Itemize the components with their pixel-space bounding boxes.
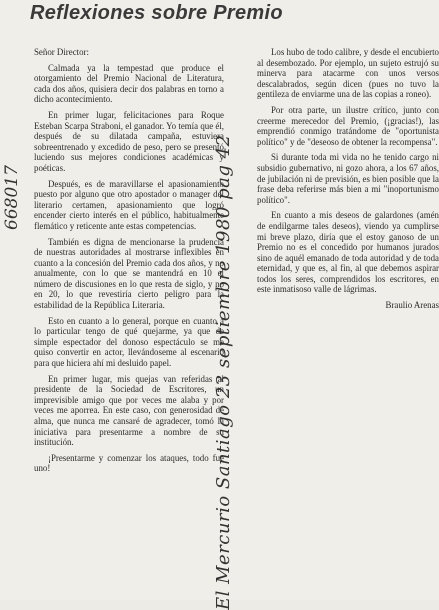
paragraph: Si durante toda mi vida no he tenido cargo ni subsidio gubernativo, ni gozo ahora, a los 67 años, de jubilación ni de previsión, es bien posible que la frase deba referirse más bien a mi "inoportunismo político". xyxy=(257,152,439,205)
signature: Braulio Arenas xyxy=(385,300,439,311)
paragraph: Después, es de maravillarse el apasionamiento puesto por alguno que otro apostador o manager del literario certamen, apasionamiento que logró encender cierto interés en el público, habitualmente flemático y reticente ante estas competencias. xyxy=(34,178,224,231)
paragraph: En cuanto a mis deseos de galardones (amén de endilgarme tales deseos), viendo ya cumplirse mi breve plazo, diría que el estoy ganoso de un Premio no es el concedido por humanos jurados sino de aquél emanado de toda autoridad y de toda eternidad, y que es, al fin, al que debemos aspirar todos los seres, comprendidos los escritores, en este inmatisoso valle de lágrimas. xyxy=(257,210,439,295)
headline: Reflexiones sobre Premio xyxy=(30,2,283,24)
handwritten-file-number: 668017 xyxy=(2,165,22,230)
right-column xyxy=(257,47,439,316)
paragraph: En primer lugar, mis quejas van referidas al presidente de la Sociedad de Escritores, un imprevisible amigo que por veces me alaba y por veces me aporrea. En este caso, con generosidad de alma, que nunca me cansaré de agradecer, tomó la iniciativa para presentarme a nombre de su institución. xyxy=(34,373,224,448)
salutation: Señor Director: xyxy=(34,47,89,57)
paragraph: Esto en cuanto a lo general, porque en cuanto a lo particular tengo de qué quejarme, ya que de simple espectador del donoso espectáculo se me quiso convertir en actor, llevándoseme al escenario para que hiciera ahí mi desluido papel. xyxy=(34,315,224,369)
paragraph: En primer lugar, felicitaciones para Roque Esteban Scarpa Straboni, el ganador. Yo temía que él, después de su dilatada campaña, estuviera sobreentrenado y excedido de peso, pero se presentó luciendo sus mejores condiciones académicas y poéticas. xyxy=(34,109,224,173)
handwritten-source-note: El Mercurio Santiago 23 septiembre 1980 pag 42 xyxy=(213,134,234,610)
left-column xyxy=(34,47,224,479)
paragraph: Los hubo de todo calibre, y desde el encubierto al desembozado. Por ejemplo, un sujeto estrujó su minerva para atacarme con unos versos descalabrados, según dicen (pues no tuvo la gentileza de enviarme una de las copias a roneo). xyxy=(257,47,439,100)
paragraph: También es digna de mencionarse la prudencia de nuestras autoridades al mostrarse inflexibles en cuanto a la concesión del Premio cada dos años, y no anualmente, con lo que se mantendrá en 10 el número de discusiones en lo que resta de siglo, y no en 20, lo que revestiría cierto peligro para la estabilidad de la República Literaria. xyxy=(34,236,224,311)
paragraph: Por otra parte, un ilustre crítico, junto con creerme merecedor del Premio, (¡gracias!), las emprendió conmigo tratándome de "oportunista político" y de "deseoso de obtener la recompensa". xyxy=(257,104,439,147)
paragraph: ¡Presentarme y comenzar los ataques, todo fue uno! xyxy=(34,452,224,474)
paragraph: Calmada ya la tempestad que produce el otorgamiento del Premio Nacional de Literatura, cada dos años, quisiera decir dos palabras en torno a dicho acontecimiento. xyxy=(34,62,224,105)
